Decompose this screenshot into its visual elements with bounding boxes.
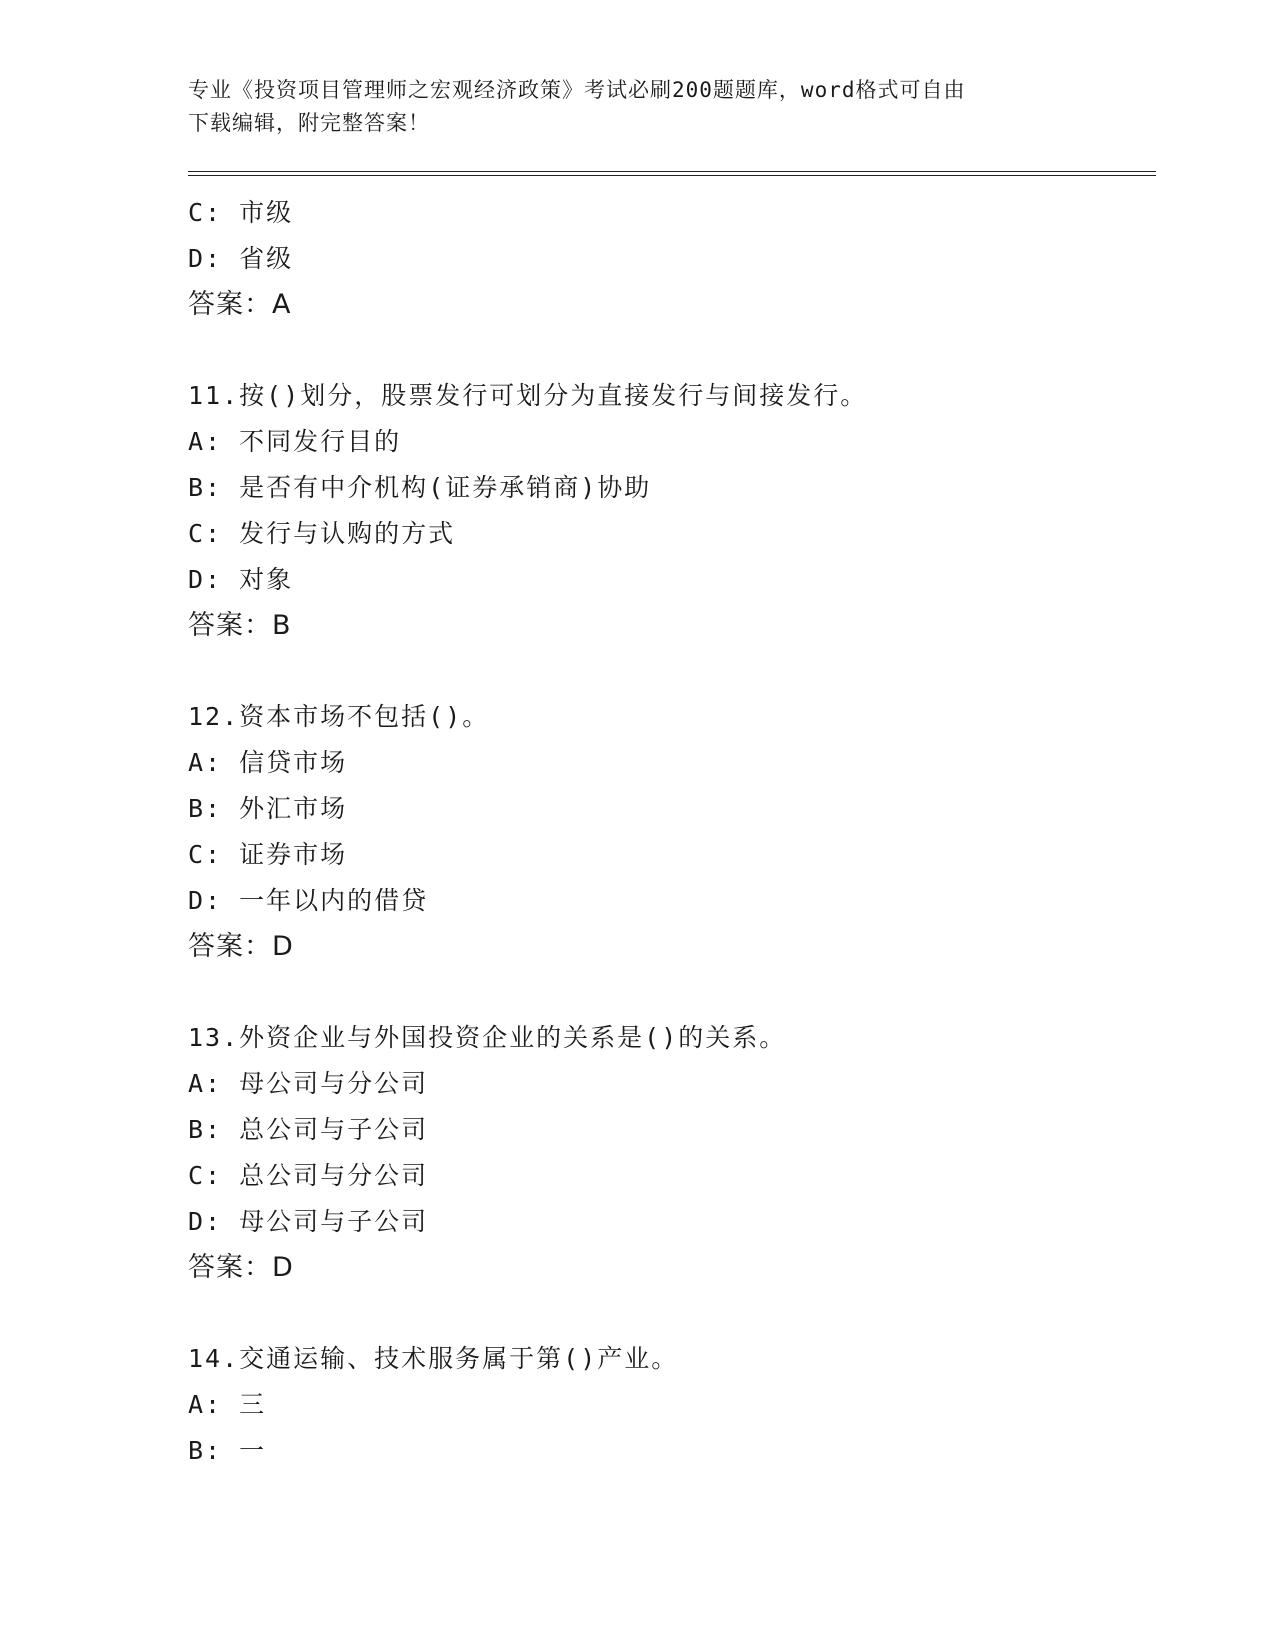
answer-line: 答案：A: [188, 289, 292, 320]
answer-line: 答案：B: [188, 610, 292, 641]
option-line: C: 证券市场: [188, 840, 348, 869]
question-list: [188, 190, 1156, 1474]
option-line: A: 母公司与分公司: [188, 1069, 429, 1098]
option-line: A: 信贷市场: [188, 748, 348, 777]
option-line: B: 外汇市场: [188, 794, 348, 823]
option-line: A: 三: [188, 1390, 267, 1419]
option-line: C: 发行与认购的方式: [188, 519, 456, 548]
question-stem: 12.资本市场不包括()。: [188, 702, 490, 731]
question-stem: 14.交通运输、技术服务属于第()产业。: [188, 1344, 679, 1373]
option-line: A: 不同发行目的: [188, 427, 402, 456]
answer-line: 答案：D: [188, 1252, 294, 1283]
title-line-2: 下载编辑，附完整答案！: [188, 111, 430, 135]
option-line: B: 是否有中介机构(证券承销商)协助: [188, 473, 652, 502]
question-stem: 11.按()划分，股票发行可划分为直接发行与间接发行。: [188, 381, 868, 410]
option-line: B: 总公司与子公司: [188, 1115, 429, 1144]
header-rule-bottom: [188, 175, 1156, 176]
title-line-1: 专业《投资项目管理师之宏观经济政策》考试必刷200题题库，word格式可自由: [188, 78, 966, 102]
option-line: D: 一年以内的借贷: [188, 886, 429, 915]
option-line: C: 市级: [188, 198, 294, 227]
header-rule-top: [188, 171, 1156, 172]
option-line: D: 对象: [188, 565, 294, 594]
option-line: B: 一: [188, 1436, 267, 1465]
question-stem: 13.外资企业与外国投资企业的关系是()的关系。: [188, 1023, 787, 1052]
option-line: C: 总公司与分公司: [188, 1161, 429, 1190]
option-line: D: 母公司与子公司: [188, 1207, 429, 1236]
answer-line: 答案：D: [188, 931, 294, 962]
option-line: D: 省级: [188, 244, 294, 273]
document-title: [188, 74, 1088, 140]
